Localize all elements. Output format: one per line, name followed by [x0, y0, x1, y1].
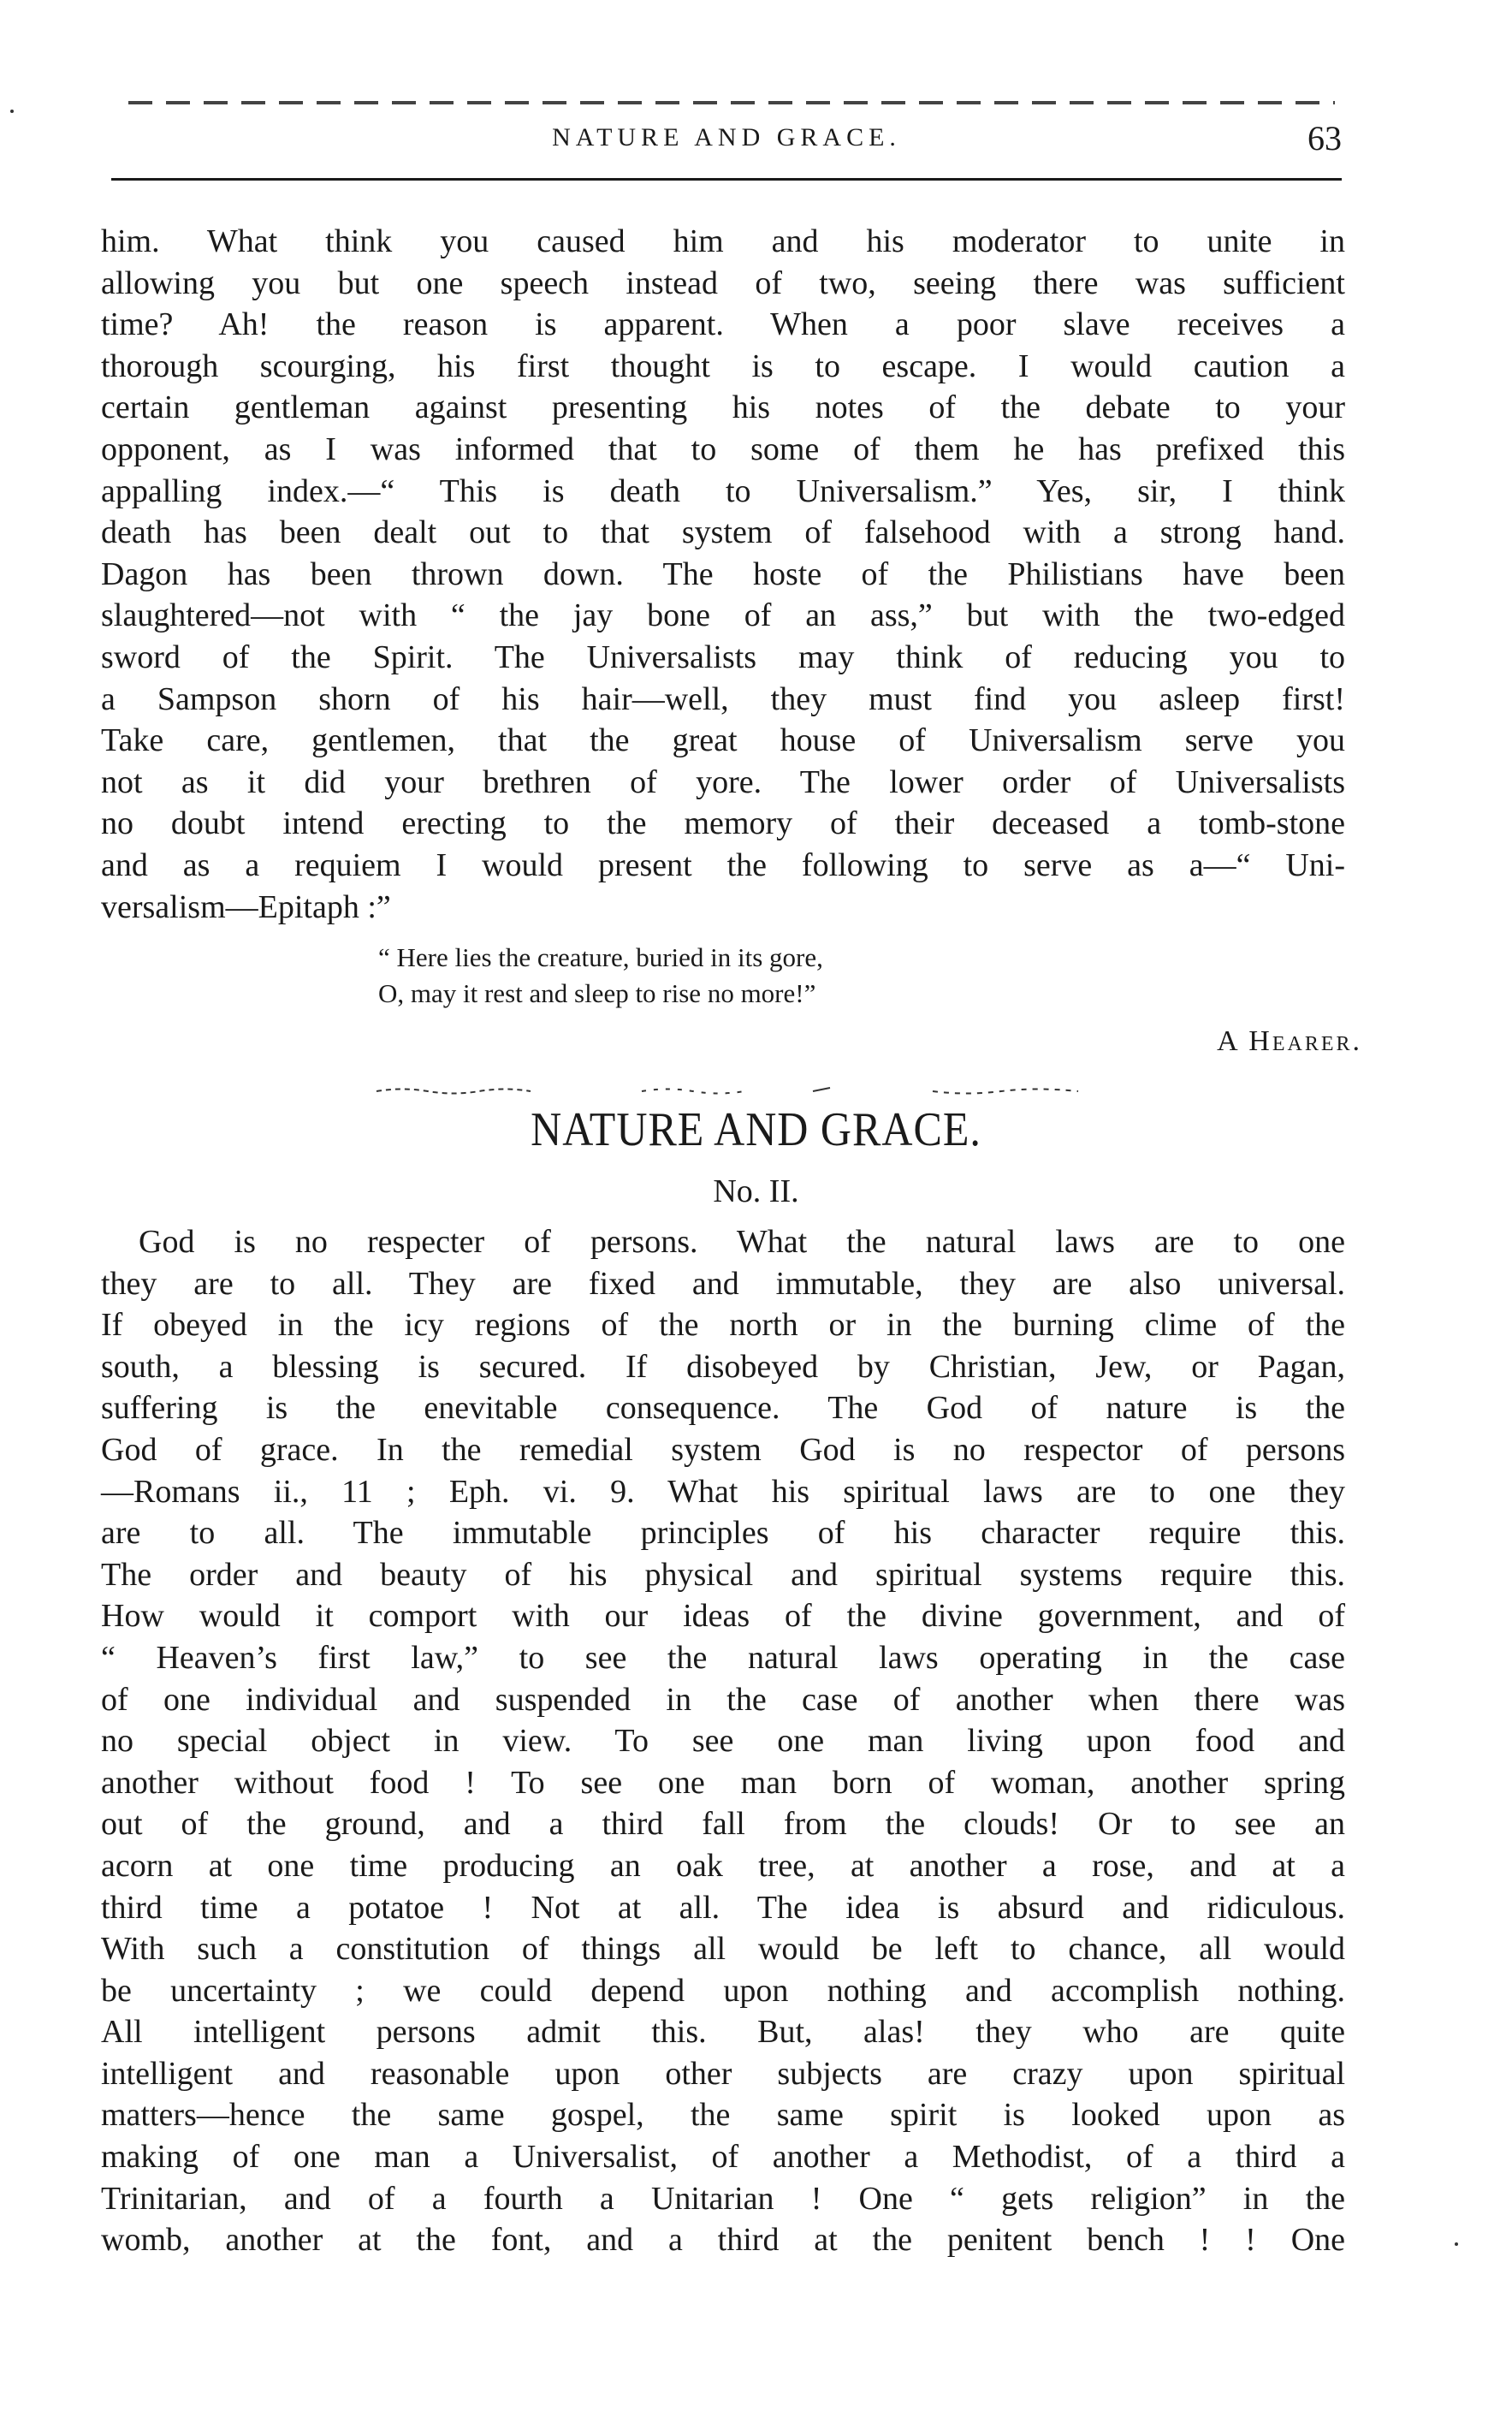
text-line: With such a constitution of things all would be left to chance, all would	[101, 1931, 1345, 1968]
text-line: God of grace. In the remedial system God is no respector of persons	[101, 1431, 1345, 1468]
text-line: Trinitarian, and of a fourth a Unitarian ! One “ gets religion” in the	[101, 2180, 1345, 2217]
epitaph-verse	[378, 940, 823, 1012]
article-text	[101, 1221, 1345, 2261]
text-line: of one individual and suspended in the case of another when there was	[101, 1681, 1345, 1718]
text-line: no special object in view. To see one man living upon food and	[101, 1723, 1345, 1760]
header-rule	[111, 178, 1342, 181]
text-line: suffering is the enevitable consequence. The God of nature is the	[101, 1390, 1345, 1427]
print-speck	[1455, 2242, 1458, 2246]
text-line: certain gentleman against presenting his notes of the debate to your	[101, 389, 1345, 426]
signature: A Hearer.	[1217, 1025, 1362, 1057]
text-line: opponent, as I was informed that to some of them he has prefixed this	[101, 431, 1345, 467]
text-line: appalling index.—“ This is death to Universalism.” Yes, sir, I think	[101, 472, 1345, 509]
text-line: The order and beauty of his physical and spiritual systems require this.	[101, 1556, 1345, 1593]
text-line: another without food ! To see one man born of woman, another spring	[101, 1764, 1345, 1801]
text-line: How would it comport with our ideas of the divine government, and of	[101, 1598, 1345, 1635]
text-line: death has been dealt out to that system of falsehood with a strong hand.	[101, 514, 1345, 551]
text-line: versalism—Epitaph :”	[101, 888, 391, 925]
text-line: time? Ah! the reason is apparent. When a poor slave receives a	[101, 306, 1345, 343]
article-number: No. II.	[713, 1173, 799, 1209]
text-line: south, a blessing is secured. If disobeyed by Christian, Jew, or Pagan,	[101, 1348, 1345, 1385]
text-line: Dagon has been thrown down. The hoste of the Philistians have been	[101, 555, 1345, 592]
page-header	[111, 118, 1342, 169]
text-line: God is no respecter of persons. What the natural laws are to one	[139, 1224, 1345, 1260]
text-line: not as it did your brethren of yore. The lower order of Universalists	[101, 763, 1345, 800]
text-line: womb, another at the font, and a third at the penitent bench ! ! One	[101, 2222, 1345, 2259]
page-number: 63	[1307, 119, 1342, 157]
text-line: and as a requiem I would present the following to serve as a—“ Uni-	[101, 846, 1345, 883]
text-line: All intelligent persons admit this. But, alas! they who are quite	[101, 2014, 1345, 2051]
text-line: acorn at one time producing an oak tree, at another a rose, and at a	[101, 1847, 1345, 1884]
text-line: be uncertainty ; we could depend upon nothing and accomplish nothing.	[101, 1972, 1345, 2009]
text-line: —Romans ii., 11 ; Eph. vi. 9. What his spiritual laws are to one they	[101, 1473, 1345, 1510]
text-line: they are to all. They are fixed and immutable, they are also universal.	[101, 1265, 1345, 1302]
text-line: out of the ground, and a third fall from the clouds! Or to see an	[101, 1806, 1345, 1843]
text-line: slaughtered—not with “ the jay bone of an ass,” but with the two-edged	[101, 597, 1345, 634]
text-line: thorough scourging, his first thought is to escape. I would caution a	[101, 347, 1345, 384]
top-border-rule	[128, 101, 1335, 104]
verse-line: “ Here lies the creature, buried in its gore,	[378, 942, 823, 972]
text-line: making of one man a Universalist, of another a Methodist, of a third a	[101, 2139, 1345, 2176]
section-separator	[368, 1085, 1104, 1097]
print-speck	[10, 110, 14, 113]
text-line: him. What think you caused him and his moderator to unite in	[101, 223, 1345, 259]
text-line: sword of the Spirit. The Universalists may think of reducing you to	[101, 638, 1345, 675]
running-head: NATURE AND GRACE.	[552, 123, 901, 151]
text-line: matters—hence the same gospel, the same spirit is looked upon as	[101, 2097, 1345, 2134]
text-line: allowing you but one speech instead of two, seeing there was sufficient	[101, 264, 1345, 301]
text-line: no doubt intend erecting to the memory of their deceased a tomb-stone	[101, 805, 1345, 842]
text-line: third time a potatoe ! Not at all. The idea is absurd and ridiculous.	[101, 1889, 1345, 1926]
text-line: “ Heaven’s first law,” to see the natural laws operating in the case	[101, 1639, 1345, 1676]
text-line: a Sampson shorn of his hair—well, they must find you asleep first!	[101, 680, 1345, 717]
verse-line: O, may it rest and sleep to rise no more!”	[378, 978, 816, 1008]
text-line: Take care, gentlemen, that the great house of Universalism serve you	[101, 722, 1345, 759]
letter-text	[101, 221, 1345, 928]
article-title: NATURE AND GRACE.	[531, 1102, 981, 1156]
text-line: intelligent and reasonable upon other subjects are crazy upon spiritual	[101, 2055, 1345, 2092]
text-line: If obeyed in the icy regions of the north or in the burning clime of the	[101, 1307, 1345, 1344]
text-line: are to all. The immutable principles of his character require this.	[101, 1515, 1345, 1552]
